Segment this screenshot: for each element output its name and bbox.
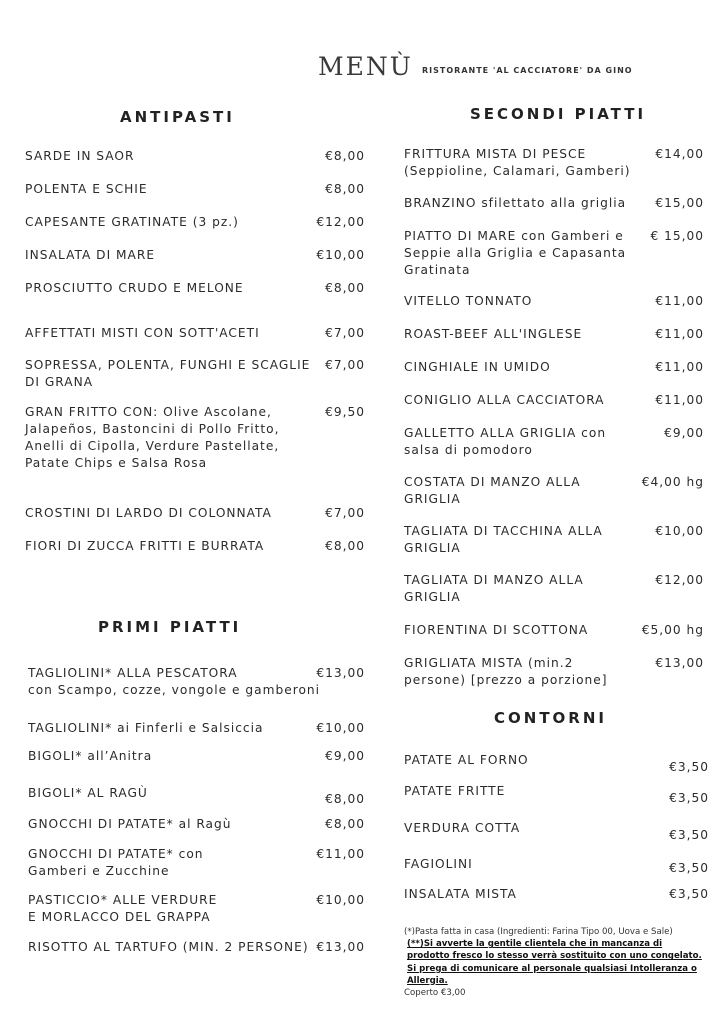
dish-name: PATATE AL FORNO: [404, 753, 529, 767]
dish-price: €12,00: [655, 573, 704, 587]
dish-name: VERDURA COTTA: [404, 821, 521, 835]
dish-name: POLENTA E SCHIE: [25, 182, 148, 196]
dish-price: €8,00: [325, 817, 365, 831]
dish-name: CROSTINI DI LARDO DI COLONNATA: [25, 506, 272, 520]
dish-name: CAPESANTE GRATINATE (3 pz.): [25, 215, 239, 229]
contorni-heading: CONTORNI: [494, 709, 607, 727]
dish-name: CINGHIALE IN UMIDO: [404, 360, 551, 374]
dish-name: BIGOLI* AL RAGÙ: [28, 786, 148, 800]
dish-name: RISOTTO AL TARTUFO (MIN. 2 PERSONE): [28, 940, 309, 954]
secondi-heading: SECONDI PIATTI: [470, 105, 647, 123]
dish-price: €8,00: [325, 149, 365, 163]
dish-name: FAGIOLINI: [404, 857, 473, 871]
dish-price: €3,50: [669, 887, 709, 901]
dish-name: TAGLIOLINI* ALLA PESCATORA con Scampo, cozze, vongole e gamberoni: [28, 666, 321, 697]
dish-name: INSALATA DI MARE: [25, 248, 156, 262]
dish-price: €10,00: [316, 893, 365, 907]
dish-name: TAGLIOLINI* ai Finferli e Salsiccia: [28, 721, 264, 735]
dish-name: GALLETTO ALLA GRIGLIA con salsa di pomodoro: [404, 426, 607, 457]
dish-price: €7,00: [325, 506, 365, 520]
dish-name: PATATE FRITTE: [404, 784, 506, 798]
coperto: Coperto €3,00: [404, 988, 466, 999]
dish-name: FIORENTINA DI SCOTTONA: [404, 623, 589, 637]
dish-price: €7,00: [325, 358, 365, 372]
dish-name: TAGLIATA DI TACCHINA ALLA GRIGLIA: [404, 524, 603, 555]
dish-price: €3,50: [669, 760, 709, 774]
restaurant-name: RISTORANTE 'AL CACCIATORE' DA GINO: [422, 66, 633, 75]
antipasti-heading: ANTIPASTI: [120, 108, 235, 126]
allergy-warning: [404, 938, 704, 987]
dish-price: €9,00: [664, 426, 704, 440]
dish-price: €8,00: [325, 281, 365, 295]
dish-price: €13,00: [655, 656, 704, 670]
dish-name: ROAST-BEEF ALL'INGLESE: [404, 327, 583, 341]
dish-price: €7,00: [325, 326, 365, 340]
primi-heading: PRIMI PIATTI: [98, 618, 242, 636]
dish-name: GNOCCHI DI PATATE* al Ragù: [28, 817, 232, 831]
dish-price: €15,00: [655, 196, 704, 210]
dish-name: GNOCCHI DI PATATE* con Gamberi e Zucchine: [28, 847, 204, 878]
dish-price: €3,50: [669, 828, 709, 842]
dish-name: TAGLIATA DI MANZO ALLA GRIGLIA: [404, 573, 584, 604]
dish-price: €11,00: [655, 360, 704, 374]
dish-price: €11,00: [655, 327, 704, 341]
dish-name: FRITTURA MISTA DI PESCE (Seppioline, Calamari, Gamberi): [404, 147, 631, 178]
dish-name: INSALATA MISTA: [404, 887, 517, 901]
dish-name: GRAN FRITTO CON: Olive Ascolane, Jalapeños, Bastoncini di Pollo Fritto, Anelli di Cipolla, Verdure Pastellate, Patate Chips e Salsa Rosa: [25, 405, 280, 470]
dish-name: VITELLO TONNATO: [404, 294, 533, 308]
dish-price: €9,50: [325, 405, 365, 419]
dish-price: €13,00: [316, 940, 365, 954]
dish-price: €4,00 hg: [641, 475, 704, 489]
dish-name: PIATTO DI MARE con Gamberi e Seppie alla Griglia e Capasanta Gratinata: [404, 229, 627, 277]
dish-price: €11,00: [655, 294, 704, 308]
dish-price: €10,00: [316, 721, 365, 735]
dish-price: €3,50: [669, 791, 709, 805]
dish-price: €8,00: [325, 182, 365, 196]
dish-price: €10,00: [316, 248, 365, 262]
dish-name: COSTATA DI MANZO ALLA GRIGLIA: [404, 475, 581, 506]
dish-price: €5,00 hg: [641, 623, 704, 637]
dish-name: AFFETTATI MISTI CON SOTT'ACETI: [25, 326, 260, 340]
dish-name: BIGOLI* all’Anitra: [28, 749, 153, 763]
dish-price: €14,00: [655, 147, 704, 161]
dish-price: €3,50: [669, 861, 709, 875]
dish-name: SOPRESSA, POLENTA, FUNGHI E SCAGLIE DI GRANA: [25, 358, 311, 389]
dish-price: €8,00: [325, 539, 365, 553]
dish-name: BRANZINO sfilettato alla griglia: [404, 196, 627, 210]
dish-name: FIORI DI ZUCCA FRITTI E BURRATA: [25, 539, 265, 553]
dish-price: €11,00: [316, 847, 365, 861]
warning-mark: (**): [407, 939, 424, 950]
dish-name: PROSCIUTTO CRUDO E MELONE: [25, 281, 244, 295]
dish-price: €11,00: [655, 393, 704, 407]
footnotes: [404, 926, 704, 999]
menu-title: MENÙ: [318, 52, 413, 81]
dish-price: € 15,00: [650, 229, 704, 243]
pasta-note: (*)Pasta fatta in casa (Ingredienti: Farina Tipo 00, Uova e Sale): [404, 927, 673, 937]
warning-text: Si avverte la gentile clientela che in mancanza di prodotto fresco lo stesso verrà sostituito con uno congelato. Si prega di comunicare al personale qualsiasi Intolleranza o Allergia.: [407, 939, 702, 986]
dish-price: €12,00: [316, 215, 365, 229]
dish-price: €8,00: [325, 792, 365, 806]
dish-price: €9,00: [325, 749, 365, 763]
dish-name: SARDE IN SAOR: [25, 149, 135, 163]
dish-name: PASTICCIO* ALLE VERDURE E MORLACCO DEL GRAPPA: [28, 893, 218, 924]
dish-price: €13,00: [316, 666, 365, 680]
dish-name: CONIGLIO ALLA CACCIATORA: [404, 393, 605, 407]
dish-price: €10,00: [655, 524, 704, 538]
dish-name: GRIGLIATA MISTA (min.2 persone) [prezzo a porzione]: [404, 656, 608, 687]
